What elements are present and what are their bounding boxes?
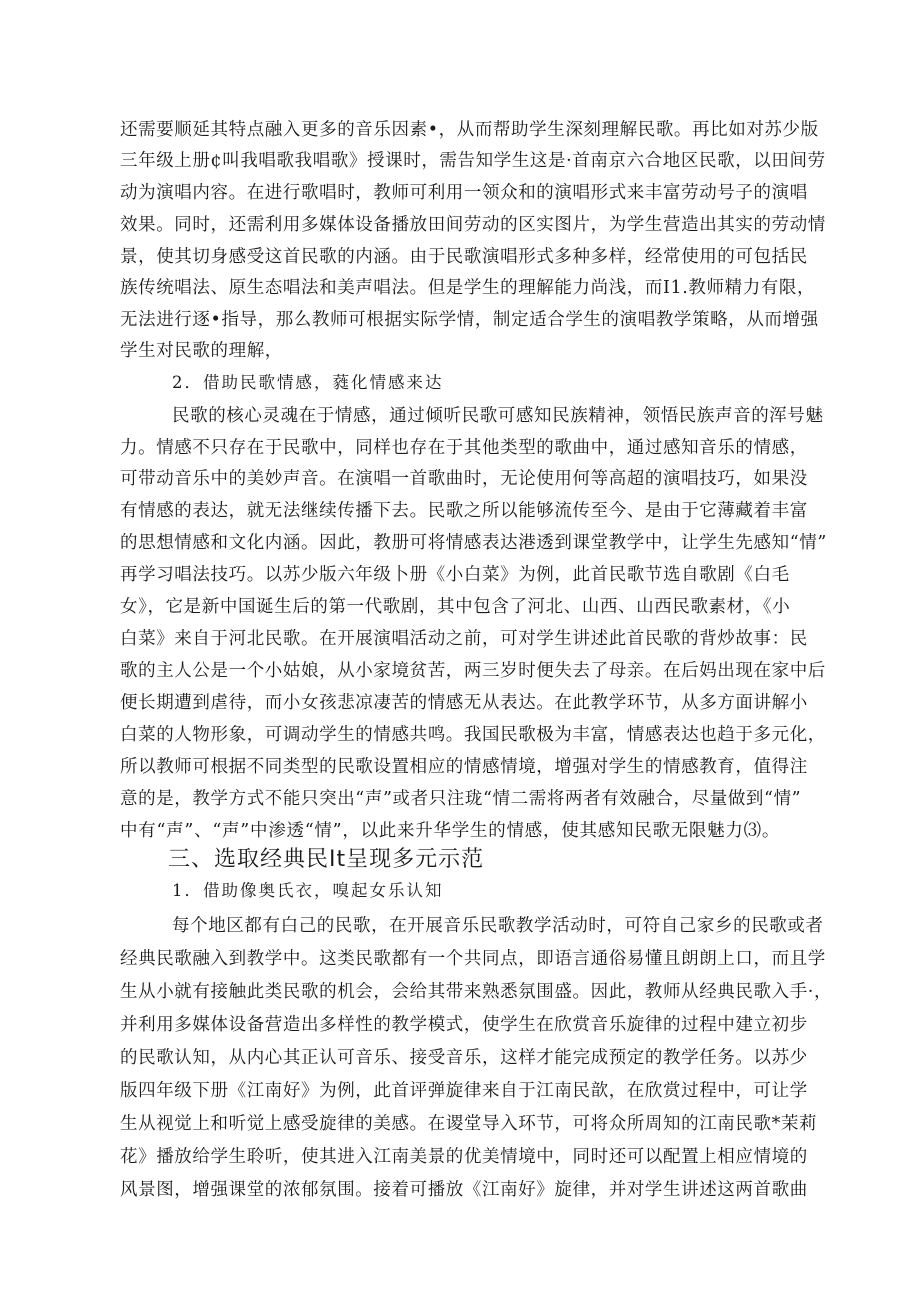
paragraph-2-line-3: 可带动音乐中的美妙声音。在演唱一首歌曲时，无论使用何等高超的演唱技巧，如果没 xyxy=(120,469,808,489)
paragraph-3-line-5: 的民歌认知，从内心其正认可音乐、接受音乐，这样才能完成预定的教学任务。以苏少 xyxy=(120,1048,808,1068)
paragraph-2-line-1: 民歌的核心灵魂在于情感，通过倾听民歌可感知民族精神，领悟民族声音的浑号魅 xyxy=(172,406,824,426)
paragraph-2-line-4: 有情感的表达，就无法继续传播下去。民歌之所以能够流传至今、是由于它薄藏着丰富 xyxy=(120,501,808,521)
paragraph-1-line-2: 三年级上册¢叫我唱歌我唱歌》授课时，需告知学生这是·首南京六合地区民歌，以田间劳 xyxy=(120,151,826,171)
paragraph-3-line-8: 花》播放给学生聆听，使其进入江南美景的优美情境中，同时还可以配置上相应情境的 xyxy=(120,1147,808,1167)
paragraph-1-line-8: 学生对民歌的理解， xyxy=(120,341,283,361)
paragraph-3-line-6: 版四年级下册《江南好》为例，此首评弹旋律来自于江南民歆，在欣赏过程中，可让学 xyxy=(120,1081,808,1101)
paragraph-3-line-1: 每个地区都有白己的民歌，在开展音乐民歌教学活动时，可符自己家乡的民歌或者 xyxy=(172,916,824,936)
paragraph-2-line-6: 再学习唱法技巧。以苏少版六年级卜册《小白菜》为例，此首民歌节选自歌剧《白毛 xyxy=(120,565,790,585)
paragraph-2-line-11: 白菜的人物形象，可调动学生的情感共鸣。我国民歌极为丰富，情感表达也趋于多元化， xyxy=(120,725,826,745)
paragraph-2-line-7: 女》，它是新中国诞生后的第一代歌剧，其中包含了河北、山西、山西民歌素材，《小 xyxy=(120,597,791,617)
paragraph-1-line-5: 景，使其切身感受这首民歌的内涵。由于民歌演唱形式多种多样，经常使用的可包括民 xyxy=(120,247,808,267)
paragraph-1-line-3: 动为演唱内容。在进行歌唱时，教师可利用一领众和的演唱形式来丰富劳动号子的演唱 xyxy=(120,183,808,203)
paragraph-2-line-5: 的思想情感和文化内涵。因此，教册可将情感表达港透到课堂教学中，让学生先感知“情” xyxy=(120,533,827,553)
paragraph-1-line-4: 效果。同时，还需利用多媒体设备播放田间劳动的区实图片，为学生营造出其实的劳动情 xyxy=(120,215,826,235)
paragraph-3-line-9: 风景图，增强课堂的浓郁氛围。接着可播放《江南好》旋律，并对学生讲述这两首歌曲 xyxy=(120,1180,808,1200)
paragraph-1-line-7: 无法进行逐•指导，那么教师可根据实际学情，制定适合学生的演唱教学策略，从而增强 xyxy=(120,310,819,330)
paragraph-2-line-2: 力。情感不只存在于民歌中，同样也存在于其他类型的歌曲中，通过感知音乐的情感， xyxy=(120,438,808,458)
paragraph-3-line-3: 生从小就有接触此类民歌的机会，会给其带来熟悉氛围盛。因此，教师从经典民歌入手·， xyxy=(120,982,833,1002)
paragraph-2-line-9: 歌的主人公是一个小姑娘，从小家境贫苦，两三岁时便失去了母亲。在后妈出现在家中后 xyxy=(120,661,826,681)
paragraph-2-line-13: 意的是，教学方式不能只突出“声”或者只注珑“情二需将两者有效融合，尽量做到“情” xyxy=(120,789,802,809)
subheading-2: 2．借助民歌情感，蕤化情感来达 xyxy=(172,373,444,392)
section-heading-3: 三、选取经典民It呈现多元示范 xyxy=(168,847,485,872)
paragraph-2-line-14: 中有“声”、“声”中渗透“情”，以此来升华学生的情感，使其感知民歌无限魅力⑶。 xyxy=(120,821,780,841)
paragraph-3-line-7: 生从视觉上和听觉上感受旋律的美感。在谡堂导入环节，可将众所周知的江南民歌*茉莉 xyxy=(120,1114,818,1134)
paragraph-1-line-6: 族传统唱法、原生态唱法和美声唱法。但是学生的理解能力尚浅，而I1.教师精力有限， xyxy=(120,278,816,298)
paragraph-2-line-12: 所以教师可根据不同类型的民歌设置相应的情感情境，增强对学生的情感教育，值得注 xyxy=(120,757,808,777)
paragraph-1-line-1: 还需要顺延其特点融入更多的音乐因素•，从而帮助学生深刻理解民歌。再比如对苏少版 xyxy=(120,120,819,140)
paragraph-3-line-2: 经典民歌融入到教学中。这类民歌都有一个共同点，即语言通俗易懂且朗朗上口，而且学 xyxy=(120,949,826,969)
paragraph-2-line-8: 白菜》来自于河北民歌。在开展演唱活动之前，可对学生讲述此首民歌的背炒故事：民 xyxy=(120,629,808,649)
paragraph-2-line-10: 便长期遭到虐待，而小女孩悲凉凄苦的情感无从表达。在此教学环节，从多方面讲解小 xyxy=(120,693,808,713)
subheading-3-1: 1．借助像奥氏衣，嗅起女乐认知 xyxy=(172,881,444,900)
paragraph-3-line-4: 并利用多媒体设备营造出多样性的教学模式，使学生在欣赏音乐旋律的过程中建立初步 xyxy=(120,1015,808,1035)
